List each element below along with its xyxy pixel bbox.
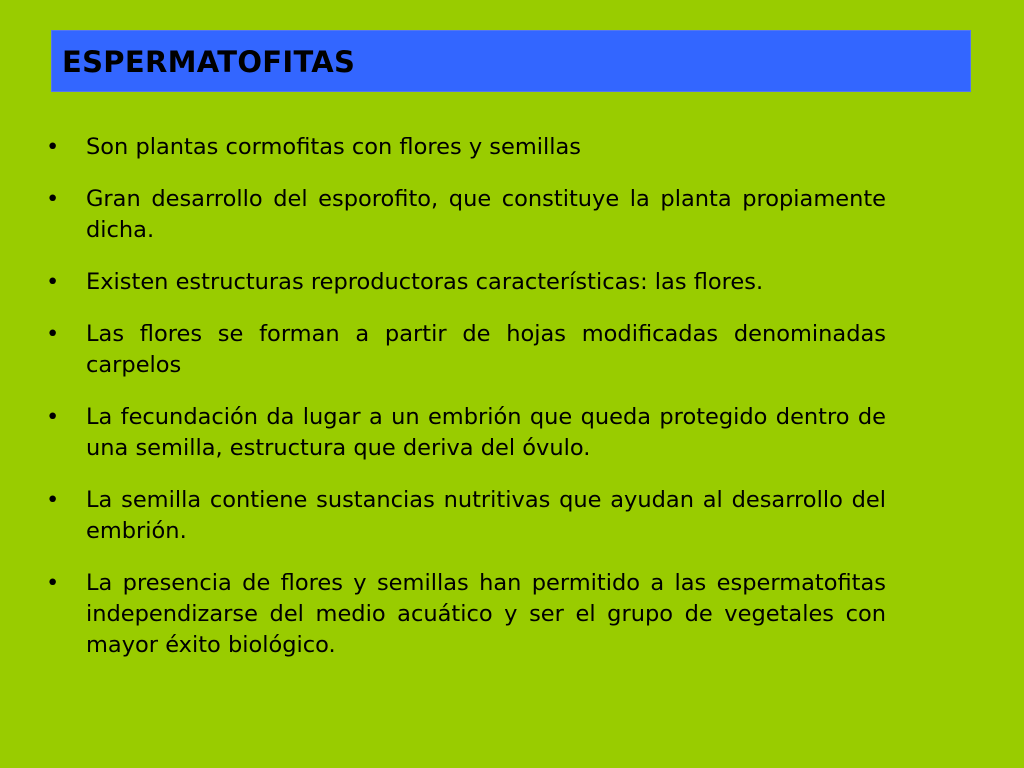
bullet-text: Las flores se forman a partir de hojas modificadas denominadas carpelos	[86, 321, 886, 378]
bullet-item	[46, 184, 886, 246]
bullet-text: La presencia de flores y semillas han permitido a las espermatofitas independizarse del medio acuático y ser el grupo de vegetales con mayor éxito biológico.	[86, 570, 886, 658]
bullet-icon: •	[46, 321, 60, 347]
bullet-item	[46, 319, 886, 381]
bullet-text: Existen estructuras reproductoras características: las flores.	[86, 269, 764, 295]
title-bar	[51, 30, 971, 92]
bullet-icon: •	[46, 134, 60, 160]
bullet-item	[46, 485, 886, 547]
bullet-text: La fecundación da lugar a un embrión que queda protegido dentro de una semilla, estructura que deriva del óvulo.	[86, 404, 886, 461]
bullet-icon: •	[46, 487, 60, 513]
bullet-item	[46, 402, 886, 464]
bullet-icon: •	[46, 186, 60, 212]
bullet-text: Gran desarrollo del esporofito, que constituye la planta propiamente dicha.	[86, 186, 886, 243]
slide-title: ESPERMATOFITAS	[62, 45, 356, 79]
bullet-item	[46, 267, 886, 298]
bullet-list	[46, 132, 886, 682]
bullet-item	[46, 568, 886, 661]
bullet-icon: •	[46, 570, 60, 596]
bullet-text: La semilla contiene sustancias nutritivas que ayudan al desarrollo del embrión.	[86, 487, 886, 544]
bullet-item	[46, 132, 886, 163]
bullet-text: Son plantas cormofitas con flores y semillas	[86, 134, 582, 160]
bullet-icon: •	[46, 404, 60, 430]
bullet-icon: •	[46, 269, 60, 295]
